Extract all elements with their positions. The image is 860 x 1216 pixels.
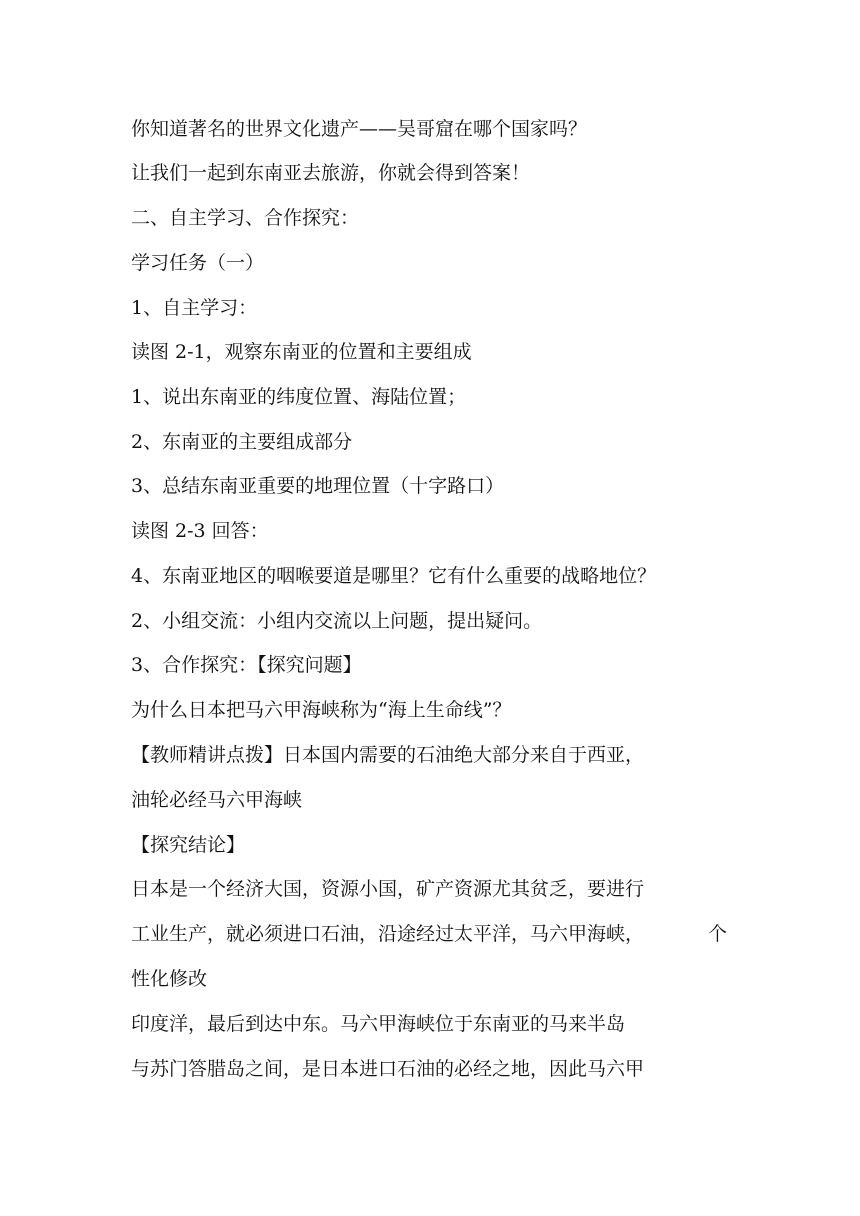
paragraph-line: 你知道著名的世界文化遗产——吴哥窟在哪个国家吗？ xyxy=(131,118,588,140)
paragraph-line: 与苏门答腊岛之间，是日本进口石油的必经之地，因此马六甲 xyxy=(131,1058,645,1080)
margin-note: 个 xyxy=(708,923,728,945)
paragraph-line: 读图 2-1，观察东南亚的位置和主要组成 xyxy=(131,341,472,363)
question-item: 4、东南亚地区的咽喉要道是哪里？它有什么重要的战略地位？ xyxy=(131,565,657,587)
question-item: 1、说出东南亚的纬度位置、海陆位置； xyxy=(131,386,467,408)
step-heading: 2、小组交流：小组内交流以上问题，提出疑问。 xyxy=(131,610,543,632)
step-heading: 1、自主学习： xyxy=(131,297,258,319)
paragraph-line: 读图 2-3 回答： xyxy=(131,520,269,542)
paragraph-line: 工业生产，就必须进口石油，沿途经过太平洋，马六甲海峡， xyxy=(131,923,645,945)
paragraph-line: 性化修改 xyxy=(131,968,208,990)
section-heading: 二、自主学习、合作探究： xyxy=(131,207,360,229)
paragraph-line: 油轮必经马六甲海峡 xyxy=(131,789,303,811)
conclusion-heading: 【探究结论】 xyxy=(131,834,246,856)
paragraph-line: 印度洋，最后到达中东。马六甲海峡位于东南亚的马来半岛 xyxy=(131,1013,626,1035)
question-item: 3、总结东南亚重要的地理位置（十字路口） xyxy=(131,475,505,497)
task-heading: 学习任务（一） xyxy=(131,252,265,274)
question-item: 2、东南亚的主要组成部分 xyxy=(131,431,353,453)
step-heading: 3、合作探究：【探究问题】 xyxy=(131,654,362,676)
paragraph-line: 【教师精讲点拨】日本国内需要的石油绝大部分来自于西亚， xyxy=(131,744,645,766)
paragraph-line: 让我们一起到东南亚去旅游，你就会得到答案！ xyxy=(131,162,531,184)
paragraph-line: 日本是一个经济大国，资源小国，矿产资源尤其贫乏，要进行 xyxy=(131,878,645,900)
paragraph-line: 为什么日本把马六甲海峡称为“海上生命线”？ xyxy=(131,699,512,721)
